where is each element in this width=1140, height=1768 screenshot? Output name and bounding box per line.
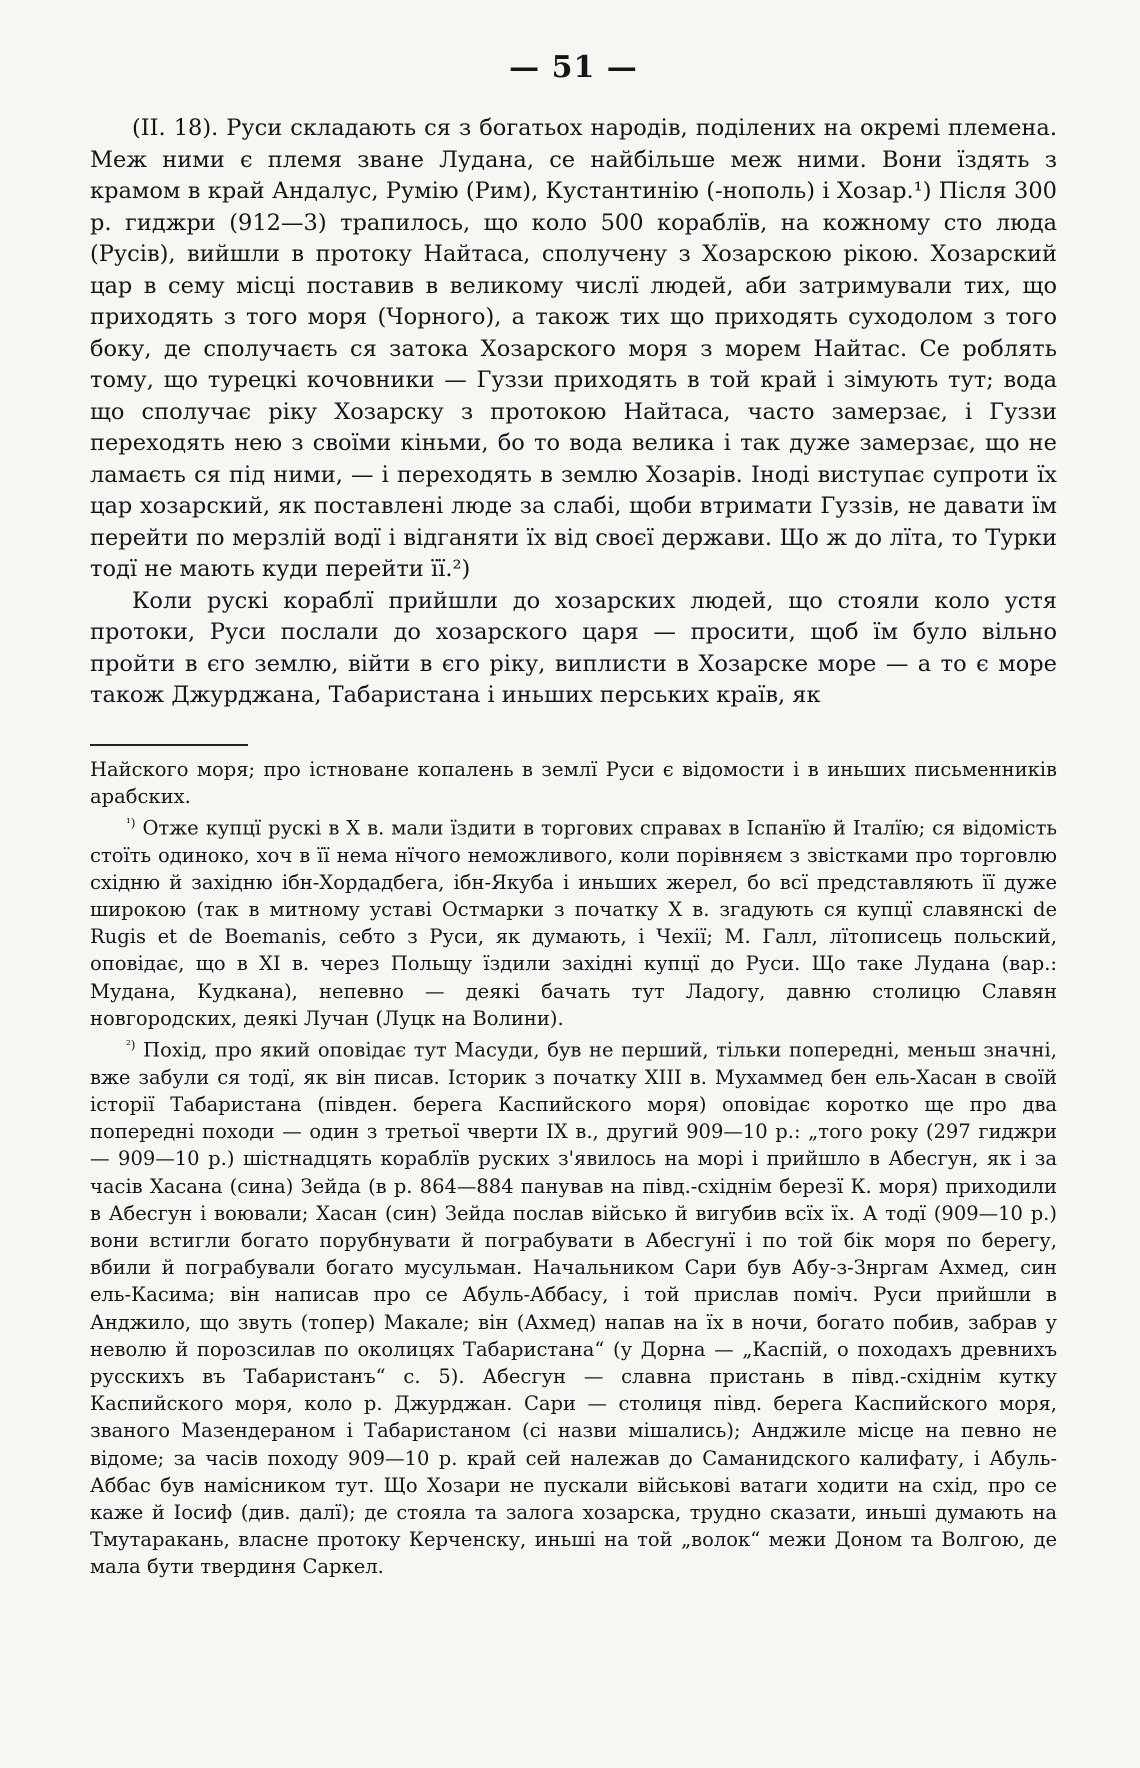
page-number: — 51 — xyxy=(509,50,638,85)
footnote-1-marker: ¹) xyxy=(126,815,136,830)
footnote-2 xyxy=(90,1032,1057,1581)
footnote-continuation: Найского моря; про істноване копалень в землї Руси є відомости і в иньших письменників арабских. xyxy=(90,757,1057,808)
footnote-2-marker: ²) xyxy=(126,1038,136,1053)
footnote-1 xyxy=(90,810,1057,1032)
document-page xyxy=(90,50,1057,1581)
footnote-divider xyxy=(90,744,248,746)
main-text xyxy=(90,113,1057,712)
footnote-1-text: Отже купцї рускі в X в. мали їздити в торгових справах в Іспанїю й Італїю; ся відомість стоїть одиноко, хоч в її нема нїчого неможливого, коли порівняєм з звістками про торговлю східню й західню ібн-Хордадбега, ібн-Якуба і иньших жерел, бо всї представляють її дуже широкою (так в митному уставі Остмарки з початку X в. згадують ся купцї славянскі de Rugis et de Boemanis, себто з Руси, як думають, і Чехії; М. Галл, лїтописець польский, оповідає, що в XI в. через Польщу їздили західні купцї до Руси. Що таке Лудана (вар.: Мудана, Кудкана), непевно — деякі бачать тут Ладогу, давню столицю Славян новгородских, деякі Лучан (Луцк на Волини). xyxy=(90,816,1057,1030)
main-paragraph-2: Коли рускі кораблї прийшли до хозарских людей, що стояли коло устя протоки, Руси послали до хозарского царя — просити, щоб їм було вільно пройти в єго землю, війти в єго ріку, виплисти в Хозарске море — а то є море також Джурджана, Табаристана і иньших перських країв, як xyxy=(90,587,1057,708)
footnote-2-text: Похід, про який оповідає тут Масуди, був не перший, тільки попередні, меньш значні, вже забули ся тодї, як він писав. Історик з початку XIII в. Мухаммед бен ель-Хасан в своїй історії Табаристана (півден. берега Каспийского моря) оповідає коротко ще про два попередні походи — один з третьої чверти IX в., другий 909—10 р.: „того року (297 гиджри — 909—10 р.) шістнадцять кораблїв руских з'явилось на морі і прийшло в Абесгун, як і за часів Хасана (сина) Зейда (в р. 864—884 панував на півд.-східнім березї К. моря) приходили в Абесгун і воювали; Хасан (син) Зейда послав військо й вигубив всїх їх. А тодї (909—10 р.) вони встигли богато порубнувати й пограбувати в Абесгунї і по той бік моря по берегу, вбили й пограбували богато мусульман. Начальником Сари був Абу-з-Знргам Ахмед, син ель-Касима; він написав про се Абуль-Аббасу, і той прислав поміч. Руси прийшли в Анджило, що звуть (топер) Макале; він (Ахмед) напав на їх в ночи, богато побив, забрав у неволю й порозсилав по околицях Табаристана“ (у Дорна — „Каспій, о походахъ древнихъ русскихъ въ Табаристанъ“ с. 5). Абесгун — славна пристань в півд.-східнім кутку Каспийского моря, коло р. Джурджан. Сари — столиця півд. берега Каспийского моря, званого Мазендераном і Табаристаном (сі назви мішались); Анджиле місце на певно не відоме; за часів походу 909—10 р. край сей належав до Саманидского калифату, і Абуль-Аббас був намісником тут. Що Хозари не пускали військові ватаги ходити на схід, про се каже й Іосиф (див. далї); де стояла та залога хозарска, трудно сказати, иньші думають на Тмутаракань, власне протоку Керченску, иньші на той „волок“ межи Доном та Волгою, де мала бути твердиня Саркел. xyxy=(90,1038,1057,1579)
footnotes xyxy=(90,756,1057,1581)
main-paragraph-1: (II. 18). Руси складають ся з богатьох народів, поділених на окремі племена. Меж ними є племя зване Лудана, се найбільше меж ними. Вони їздять з крамом в край Андалус, Румію (Рим), Кустантинію (-нополь) і Хозар.¹) Після 300 р. гиджри (912—3) трапилось, що коло 500 кораблїв, на кожному сто люда (Русів), вийшли в протоку Найтаса, сполучену з Хозарскою рікою. Хозарский цар в сему місці поставив в великому числї людей, аби затримували тих, що приходять з того моря (Чорного), а також тих що приходять суходолом з того боку, де сполучаєть ся затока Хозарского моря з морем Найтас. Се роблять тому, що турецкі кочовники — Гуззи приходять в той край і зімують тут; вода що сполучає ріку Хозарску з протокою Найтаса, часто замерзає, і Гуззи переходять нею з своїми кіньми, бо то вода велика і так дуже замерзає, що не ламаєть ся під ними, — і переходять в землю Хозарів. Іноді виступає супроти їх цар хозарский, як поставлені люде за слабі, щоби втримати Гуззів, не давати їм перейти по мерзлій водї і відганяти їх від своєї держави. Що ж до лїта, то Турки тодї не мають куди перейти її.²) xyxy=(90,115,1057,582)
